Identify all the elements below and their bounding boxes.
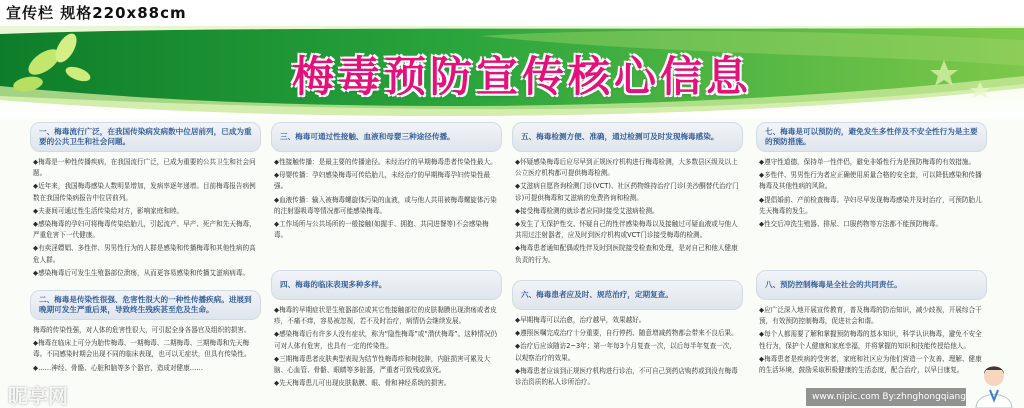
section-body-6 bbox=[512, 315, 743, 388]
list-item: ◆发生了无保护性交、怀疑自己的性伴感染梅毒以及接触过可疑血液或与他人共用过注射器者，应及时到医疗机构或VCT门诊接受梅毒的检测。 bbox=[515, 220, 738, 240]
list-item: ◆感染梅毒后有许多人没有症状，称为“隐性梅毒”或“潜伏梅毒”。这种情况仍可对人体有危害，也具有一定的传染性。 bbox=[274, 330, 498, 350]
title-container bbox=[292, 48, 752, 106]
page-title: 梅毒预防宣传核心信息 bbox=[292, 52, 753, 101]
section-heading-6: 六、梅毒患者应及时、规范治疗，定期复查。 bbox=[512, 280, 743, 310]
doctor-illustration-icon bbox=[964, 360, 1020, 408]
section-body-1 bbox=[30, 157, 261, 279]
list-item: ◆母婴传播：孕妇感染梅毒可传给胎儿，未经治疗的早期梅毒孕妇传染性最强。 bbox=[274, 171, 491, 191]
list-item: ◆梅毒在临床上可分为胎传梅毒、一期梅毒、二期梅毒、三期梅毒和先天梅毒。不同感染时期会出现不同的临床表现，也可以无症状，但具有传染性。 bbox=[33, 339, 251, 359]
section-heading-8: 八、预防控制梅毒是全社会的共同责任。 bbox=[756, 270, 987, 300]
list-item: ◆梅毒患者应该到正规医疗机构进行诊治，不可自己到药店购药或到没有梅毒诊治资质的私人诊所治疗。 bbox=[515, 366, 738, 387]
section-heading-2: 二、梅毒是传染性很强、危害性很大的一种性传播疾病。进展到晚期可发生严重后果，导致终生残疾甚至危及生命。 bbox=[30, 290, 261, 320]
column-4 bbox=[756, 122, 987, 232]
list-item: ◆接受梅毒检测的就诊者应同时接受艾滋病检测。 bbox=[515, 206, 659, 215]
list-item: ◆遵照医嘱完成治疗十分重要，自行停药、随意增减药物都会带来不良后果。 bbox=[515, 329, 738, 338]
list-item: ◆艾滋病自愿咨询检测门诊(VCT)、社区药物维持治疗门诊(美沙酮替代治疗门诊)可提供梅毒和艾滋病的免费咨询和检测。 bbox=[515, 182, 739, 202]
list-item: ◆梅毒是一种性传播疾病，在我国流行广泛，已成为重要的公共卫生和社会问题。 bbox=[33, 158, 256, 178]
list-item: ◆多性伴、男男性行为者应正确使用质量合格的安全套，可以降低感染和传播梅毒及其他性病的风险。 bbox=[759, 171, 982, 191]
column-3 bbox=[512, 122, 743, 268]
list-item: ◆治疗后应该随访2~3年；第一年每3个月复查一次，以后每半年复查一次，以观察治疗的效果。 bbox=[515, 342, 736, 362]
list-item: ◆感染梅毒后可发生生殖器部位溃疡，从而更容易感染和传播艾滋病病毒。 bbox=[33, 268, 250, 277]
column-1b bbox=[30, 290, 261, 376]
list-item: ◆……神经、骨骼、心脏和脑等多个器官，造成对健康…… bbox=[33, 363, 203, 372]
list-item: ◆早期梅毒可以治愈，治疗越早，效果越好。 bbox=[515, 316, 646, 324]
column-3b bbox=[512, 280, 743, 390]
list-item: ◆性交后冲洗生殖器、排尿、口服药物等方法都不能预防梅毒。 bbox=[759, 220, 943, 229]
green-banner bbox=[0, 26, 1024, 118]
list-item: ◆血液传播：输入被梅毒螺旋体污染的血液，或与他人共用被梅毒螺旋体污染的注射器吸毒等情况都可能感染梅毒。 bbox=[274, 195, 497, 215]
section-body-3 bbox=[271, 157, 502, 241]
list-item: ◆近年来，我国梅毒感染人数明显增加，发病率逐年递增。目前梅毒报告病例数在我国传染病报告中位居前列。 bbox=[33, 182, 256, 202]
list-item: ◆有卖淫嫖娼、多性伴、男男性行为的人群是感染和传播梅毒和其他性病的高危人群。 bbox=[33, 244, 256, 264]
section-heading-4: 四、梅毒的临床表现多种多样。 bbox=[271, 270, 502, 300]
list-item: ◆性接触传播：是最主要的传播途径。未经治疗的早期梅毒患者传染性最大。 bbox=[274, 158, 497, 166]
spec-label: 宣传栏 规格220x88cm bbox=[6, 4, 187, 22]
section-heading-1: 一、梅毒流行广泛，在我国传染病发病数中位居前列，已成为重要的公共卫生和社会问题。 bbox=[30, 122, 261, 152]
section-body-7 bbox=[756, 157, 987, 230]
list-item: ◆工作场所与公共场所的一般接触(如握手、拥抱、共同进餐等)不会感染梅毒。 bbox=[274, 220, 489, 240]
list-item: ◆梅毒患者是疾病的受害者，家庭和社区应为他们营造一个友善、理解、健康的生活环境，鼓励采取积极健康的生活态度，配合治疗，以早日康复。 bbox=[759, 354, 982, 375]
column-2 bbox=[271, 122, 502, 243]
column-4b bbox=[756, 270, 987, 378]
list-item: ◆三期梅毒患者皮肤典型表现为结节性梅毒疹和树胶肿，内脏损害可累及大脑、心血管、骨骼、眼睛等多脏器，严重者可致残或致死。 bbox=[274, 354, 491, 375]
section-body-4 bbox=[271, 305, 502, 389]
section-body-2 bbox=[30, 325, 261, 374]
section-heading-7: 七、梅毒是可以预防的，避免发生多性伴及不安全性行为是主要的预防措施。 bbox=[756, 122, 987, 152]
list-item: 梅毒的传染性强，对人体的危害性很大，可引起全身各器官及组织的损害。 bbox=[33, 326, 251, 334]
list-item: ◆梅毒的早期症状是生殖器部位或其它性接触部位的皮肤黏膜出现溃疡或者皮疹，不痛不痒，容易被忽视，若不及时治疗，病情仍会继续发展。 bbox=[274, 306, 497, 326]
section-body-8 bbox=[756, 305, 987, 376]
list-item: ◆每个人都需要了解和掌握预防梅毒的基本知识，科学认识梅毒，避免不安全性行为，保护个人健康和家庭幸福，并将掌握的知识和技能传授给他人。 bbox=[759, 330, 982, 350]
column-2b bbox=[271, 270, 502, 391]
list-item: ◆遵守性道德，保持单一性伴侣，避免非婚性行为是预防梅毒的有效措施。 bbox=[759, 158, 976, 166]
list-item: ◆提倡婚前、产前检查梅毒。孕妇尽早发现梅毒感染并及时治疗，可预防胎儿先天梅毒的发生。 bbox=[759, 195, 982, 215]
section-body-5 bbox=[512, 157, 743, 266]
watermark-url: www.nipic.com By:zhnghongqiang bbox=[806, 388, 966, 406]
section-heading-5: 五、梅毒检测方便、准确，通过检测可及时发现梅毒感染。 bbox=[512, 122, 743, 152]
column-1 bbox=[30, 122, 261, 281]
list-item: ◆感染梅毒的孕妇可将梅毒传染给胎儿，引起流产、早产、死产和先天梅毒，严重危害下一代健康。 bbox=[33, 220, 256, 240]
list-item: ◆怀疑感染梅毒后应尽早到正规医疗机构进行梅毒检测，大多数县区级及以上公立医疗机构都可提供梅毒检测。 bbox=[515, 158, 738, 178]
list-item: ◆梅毒患者通知配偶或性伴及时到医院接受检查和处理，是对自己和他人健康负责的行为。 bbox=[515, 244, 738, 264]
list-item: ◆先天梅毒患儿可出现皮肤黏膜、眼、骨和神经系统的损害。 bbox=[274, 379, 451, 388]
list-item: ◆夫妻间可通过性生活传染给对方，影响家庭和睦。 bbox=[33, 206, 184, 215]
section-heading-3: 三、梅毒可通过性接触、血液和母婴三种途径传播。 bbox=[271, 122, 502, 152]
list-item: ◆应广泛深入地开展宣传教育，普及梅毒的防治知识，减少歧视，开展综合干预，有效预防控制梅毒，促进社会和谐。 bbox=[759, 306, 982, 326]
watermark-logo: 昵享网 bbox=[8, 384, 68, 408]
poster-board bbox=[0, 26, 1024, 408]
